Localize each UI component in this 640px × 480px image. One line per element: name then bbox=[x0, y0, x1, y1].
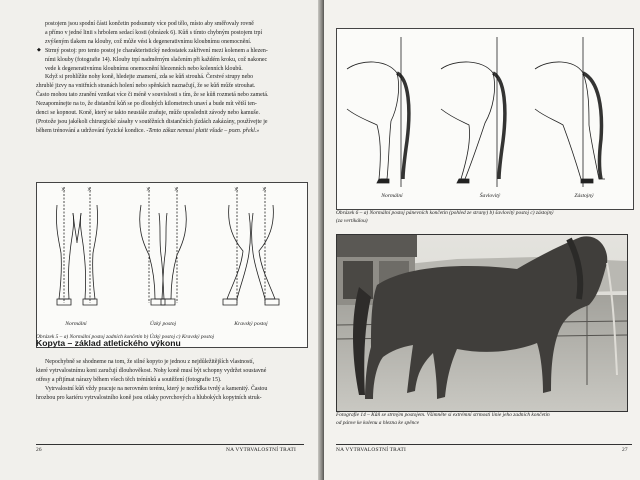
rear-view-narrow-drawing bbox=[140, 185, 187, 305]
svg-text:×: × bbox=[87, 185, 92, 194]
running-footer-right: NA VYTRVALOSTNÍ TRATI bbox=[336, 447, 406, 453]
svg-text:×: × bbox=[146, 185, 151, 194]
side-view-normal-drawing bbox=[347, 37, 409, 187]
page-number-left: 26 bbox=[36, 447, 42, 453]
footer-rule bbox=[336, 444, 632, 445]
figure-5-label-cow-hocked: Kravský postoj bbox=[234, 321, 268, 327]
side-view-sickle-drawing bbox=[441, 37, 505, 187]
rear-view-cow-hocked-drawing bbox=[223, 185, 279, 305]
bullet-item-strmy-postoj: ◆ Strmý postoj: pro tento postoj je charakteristický nedostatek zakřivení mezi kolenem a hlezen- ními klouby (fotografie 14). Klouby trpí nadměrným slačením při každém kroku, což nakonec vede k degenerativnímu kloubnímu onemocnění hlezenních nebo kolenních kloubů. bbox=[37, 47, 268, 72]
section-heading: Kopyta – základ atletického výkonu bbox=[36, 338, 181, 348]
svg-text:×: × bbox=[234, 185, 239, 194]
figure-5-label-narrow: Úzký postoj bbox=[149, 321, 177, 327]
figure-5-label-normal: Normální bbox=[65, 321, 87, 327]
side-view-camped-under-drawing bbox=[535, 37, 605, 187]
figure-6-label-normal: Normální bbox=[381, 193, 403, 199]
paragraph-legs-inspection: Když si prohlížíte nohy koně, hledejte znamení, zda se kůň strouhá. Čerstvé strupy nebo zhrublé jizvy na vnitřních stranách holení nebo spěnkách naznačují, že se kůň může strouhat. Často mohou tato zranění vznikat více či méně v souvislosti s tím, že se kůň rozmetá nebo zametá. Nezapomínejte na to, že distanční kůň se po dlouhých kilometrech unaví a bude mít větší ten- denci se kopnout. Koně, který se takto neustále zraňuje, může uposlednit závody nebo kamuše. (Protože jsou jakékoli chirurgické zásahy v soutěžních distančních jízdách zakázány, používejte je během trénování a udržování fyzické kondice. -Tento zákaz nemusí platit všude – pozn. překl.» bbox=[36, 74, 269, 134]
body-text-bottom bbox=[36, 358, 304, 403]
paragraph-continuation: postojem jsou spodní části končetin podsunuty více pod tělo, místo aby směřovaly rovně a přímo v jedné linii s hrbolem sedací kosti (obrázek 6). Kůň s tímto chybným postojem trpí zvýšeným tlakem na klouby, což může vést k degenerativnímu kloubnímu onemocnění. bbox=[45, 21, 263, 45]
horse-photograph bbox=[336, 234, 628, 412]
paragraph-hooves: Nepochybně se shodneme na tom, že silné kopyto je jednou z nejdůležitějších vlastností, které vytrvalostnímu koni zaručují dlouhověkost. Nohy koně musí být schopny vydržet soustavné otřesy a přijímat nárazy během všech těch trénínků a soutěžení (fotografie 15). bbox=[36, 359, 267, 383]
figure-5-frame bbox=[36, 182, 308, 348]
svg-text:×: × bbox=[61, 185, 66, 194]
horse-photo-image bbox=[337, 235, 627, 411]
photo-14-caption: Fotografie 14 – Kůň se strmým postojem. Všimněte si extrémní strmosti linie jeho zadních končetin od pánve ke kolenu a hlezna ke spěnce bbox=[336, 412, 550, 426]
figure-5-caption: Obrázek 5 – a) Normální postoj zadních končetin b) Úzký postoj c) Kravský postoj bbox=[36, 334, 215, 340]
svg-text:×: × bbox=[262, 185, 267, 194]
figure-6-caption: Obrázek 6 – a) Normální postoj pánevních končetin (pohled ze strany) b) šavlovitý postoj c) zástojný (za vertikálou) bbox=[336, 210, 554, 224]
figure-6-label-sickle: Šavlovitý bbox=[479, 193, 501, 199]
paragraph-terrain: Vytrvalostní kůň vždy pracuje na nerovném terénu, který je nezřídka tvrdý a kamenitý. Častou hrozbou pro kariéru vytrvalostního koně jsou otlaky povrchových a hlubokých kopytních struk- bbox=[36, 385, 268, 401]
body-text-top bbox=[36, 20, 304, 136]
right-page bbox=[324, 0, 640, 480]
hind-legs-side-view-illustration bbox=[337, 29, 633, 209]
bullet-icon: ◆ bbox=[37, 47, 41, 53]
rear-view-normal-drawing bbox=[56, 185, 97, 305]
figure-6-label-camped: Zástojný bbox=[574, 193, 594, 199]
figure-6-frame bbox=[336, 28, 634, 210]
running-footer-left: NA VYTRVALOSTNÍ TRATI bbox=[226, 447, 296, 453]
page-number-right: 27 bbox=[622, 447, 628, 453]
translator-note: -Tento zákaz nemusí platit všude – pozn. překl.» bbox=[146, 127, 260, 134]
svg-text:×: × bbox=[174, 185, 179, 194]
footer-rule bbox=[36, 444, 304, 445]
